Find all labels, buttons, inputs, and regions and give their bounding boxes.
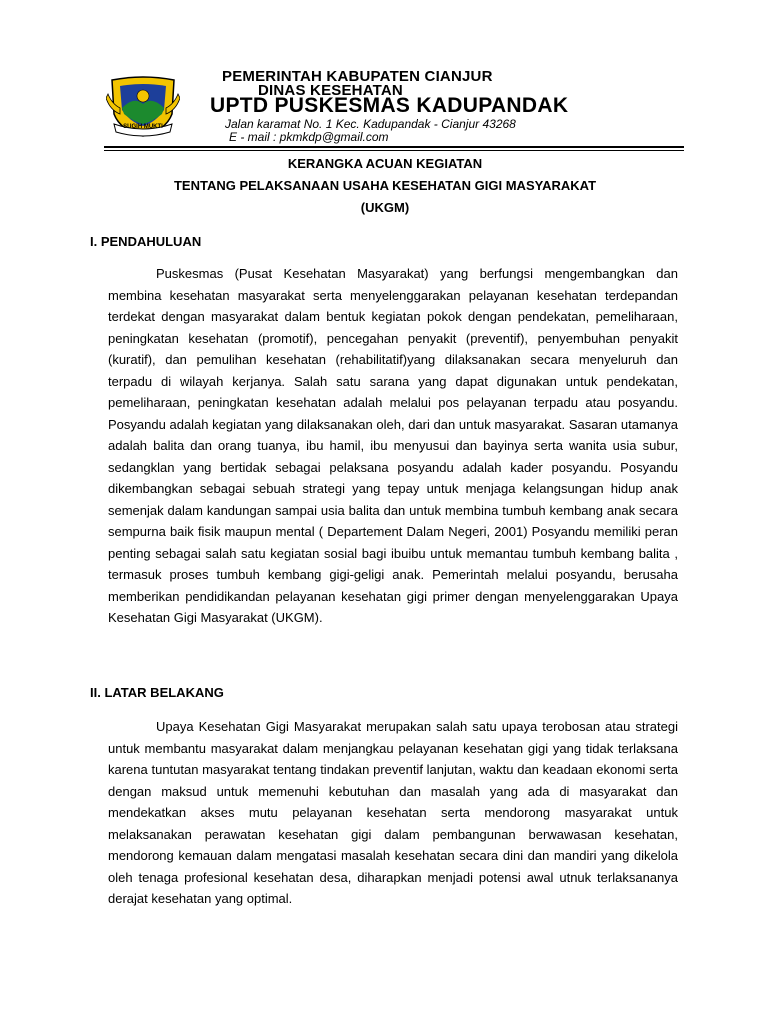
section-heading-pendahuluan: I. PENDAHULUAN <box>90 234 202 249</box>
letterhead-government: PEMERINTAH KABUPATEN CIANJUR <box>222 68 493 85</box>
document-subtitle-acronym: (UKGM) <box>360 200 410 215</box>
shield-emblem-icon <box>106 74 180 140</box>
letterhead-department: DINAS KESEHATAN <box>258 82 403 99</box>
section-heading-latar-belakang: II. LATAR BELAKANG <box>90 685 224 700</box>
section-body-pendahuluan: Puskesmas (Pusat Kesehatan Masyarakat) yang berfungsi mengembangkan dan membina kesehatan masyarakat serta menyelenggarakan pelayanan kesehatan terdepandan terdekat dengan masyarakat dalam bentuk kegiatan pokok dengan pendekatan, pemeliharaan, peningkatan kesehatan (promotif), pencegahan penyakit (preventif), penyembuhan penyakit (kuratif), dan pemulihan kesehatan (rehabilitatif)yang dilaksanakan secara menyeluruh dan terpadu di wilayah kerjanya. Salah satu sarana yang dapat digunakan untuk pendekatan, pemeliharaan, peningkatan kesehatan adalah melalui pos pelayanan terpadu atau posyandu. Posyandu adalah kegiatan yang dilaksanakan oleh, dari dan untuk masyarakat. Sasaran utamanya adalah balita dan orang tuanya, ibu hamil, ibu menyusui dan bayinya serta wanita usia subur, sedangklan yang bertidak sebagai pelaksana posyandu adalah kader posyandu. Posyandu dikembangkan sebagai sebuah strategi yang tepay untuk menjaga kelangsungan hidup anak semenjak dalam kandungan sampai usia balita dan untuk membina tumbuh kembang anak secara sempurna baik fisik maupun mental ( Departement Dalam Negeri, 2001) Posyandu memiliki peran penting sebagai salah satu kegiatan sosial bagi ibuibu untuk memantau tumbuh kembang balita , termasuk proses tumbuh kembang gigi-geligi anak. Pemerintah melalui posyandu, berusaha memberikan pendidikandan pelayanan kesehatan gigi primer dengan menyelenggarakan Upaya Kesehatan Gigi Masyarakat (UKGM). <box>108 266 678 625</box>
document-subtitle: TENTANG PELAKSANAAN USAHA KESEHATAN GIGI MASYARAKAT <box>173 178 597 193</box>
letterhead-institution: UPTD PUSKESMAS KADUPANDAK <box>210 94 569 117</box>
cianjur-regency-logo <box>106 74 180 140</box>
letterhead-divider-thin <box>104 150 684 151</box>
logo-motto: SUGIH MUKTI <box>123 124 163 130</box>
letterhead <box>0 0 768 152</box>
section-body-latar-belakang: Upaya Kesehatan Gigi Masyarakat merupakan salah satu upaya terobosan atau strategi untuk membantu masyarakat dalam menjangkau pelayanan kesehatan gigi yang tidak terlaksana karena tuntutan masyarakat tentang tindakan preventif lanjutan, waktu dan keadaan ekonomi serta dengan maksud untuk memenuhi kebutuhan dan masalah yang ada di masyarakat dan mendekatkan akses mutu pelayanan kesehatan serta mendorong masyarakat untuk melaksanakan perawatan kesehatan gigi dalam pembangunan berwawasan kesehatan, mendorong kemauan dalam mengatasi masalah kesehatan secara dini dan mandiri yang dikelola oleh tenaga profesional kesehatan desa, diharapkan menjadi potensi awal utnuk terlaksananya derajat kesehatan yang optimal. <box>108 719 678 906</box>
document-title: KERANGKA ACUAN KEGIATAN <box>287 156 483 171</box>
letterhead-address: Jalan karamat No. 1 Kec. Kadupandak - Cianjur 43268 <box>225 117 516 131</box>
letterhead-email: E - mail : pkmkdp@gmail.com <box>229 130 389 144</box>
letterhead-divider-thick <box>104 146 684 148</box>
